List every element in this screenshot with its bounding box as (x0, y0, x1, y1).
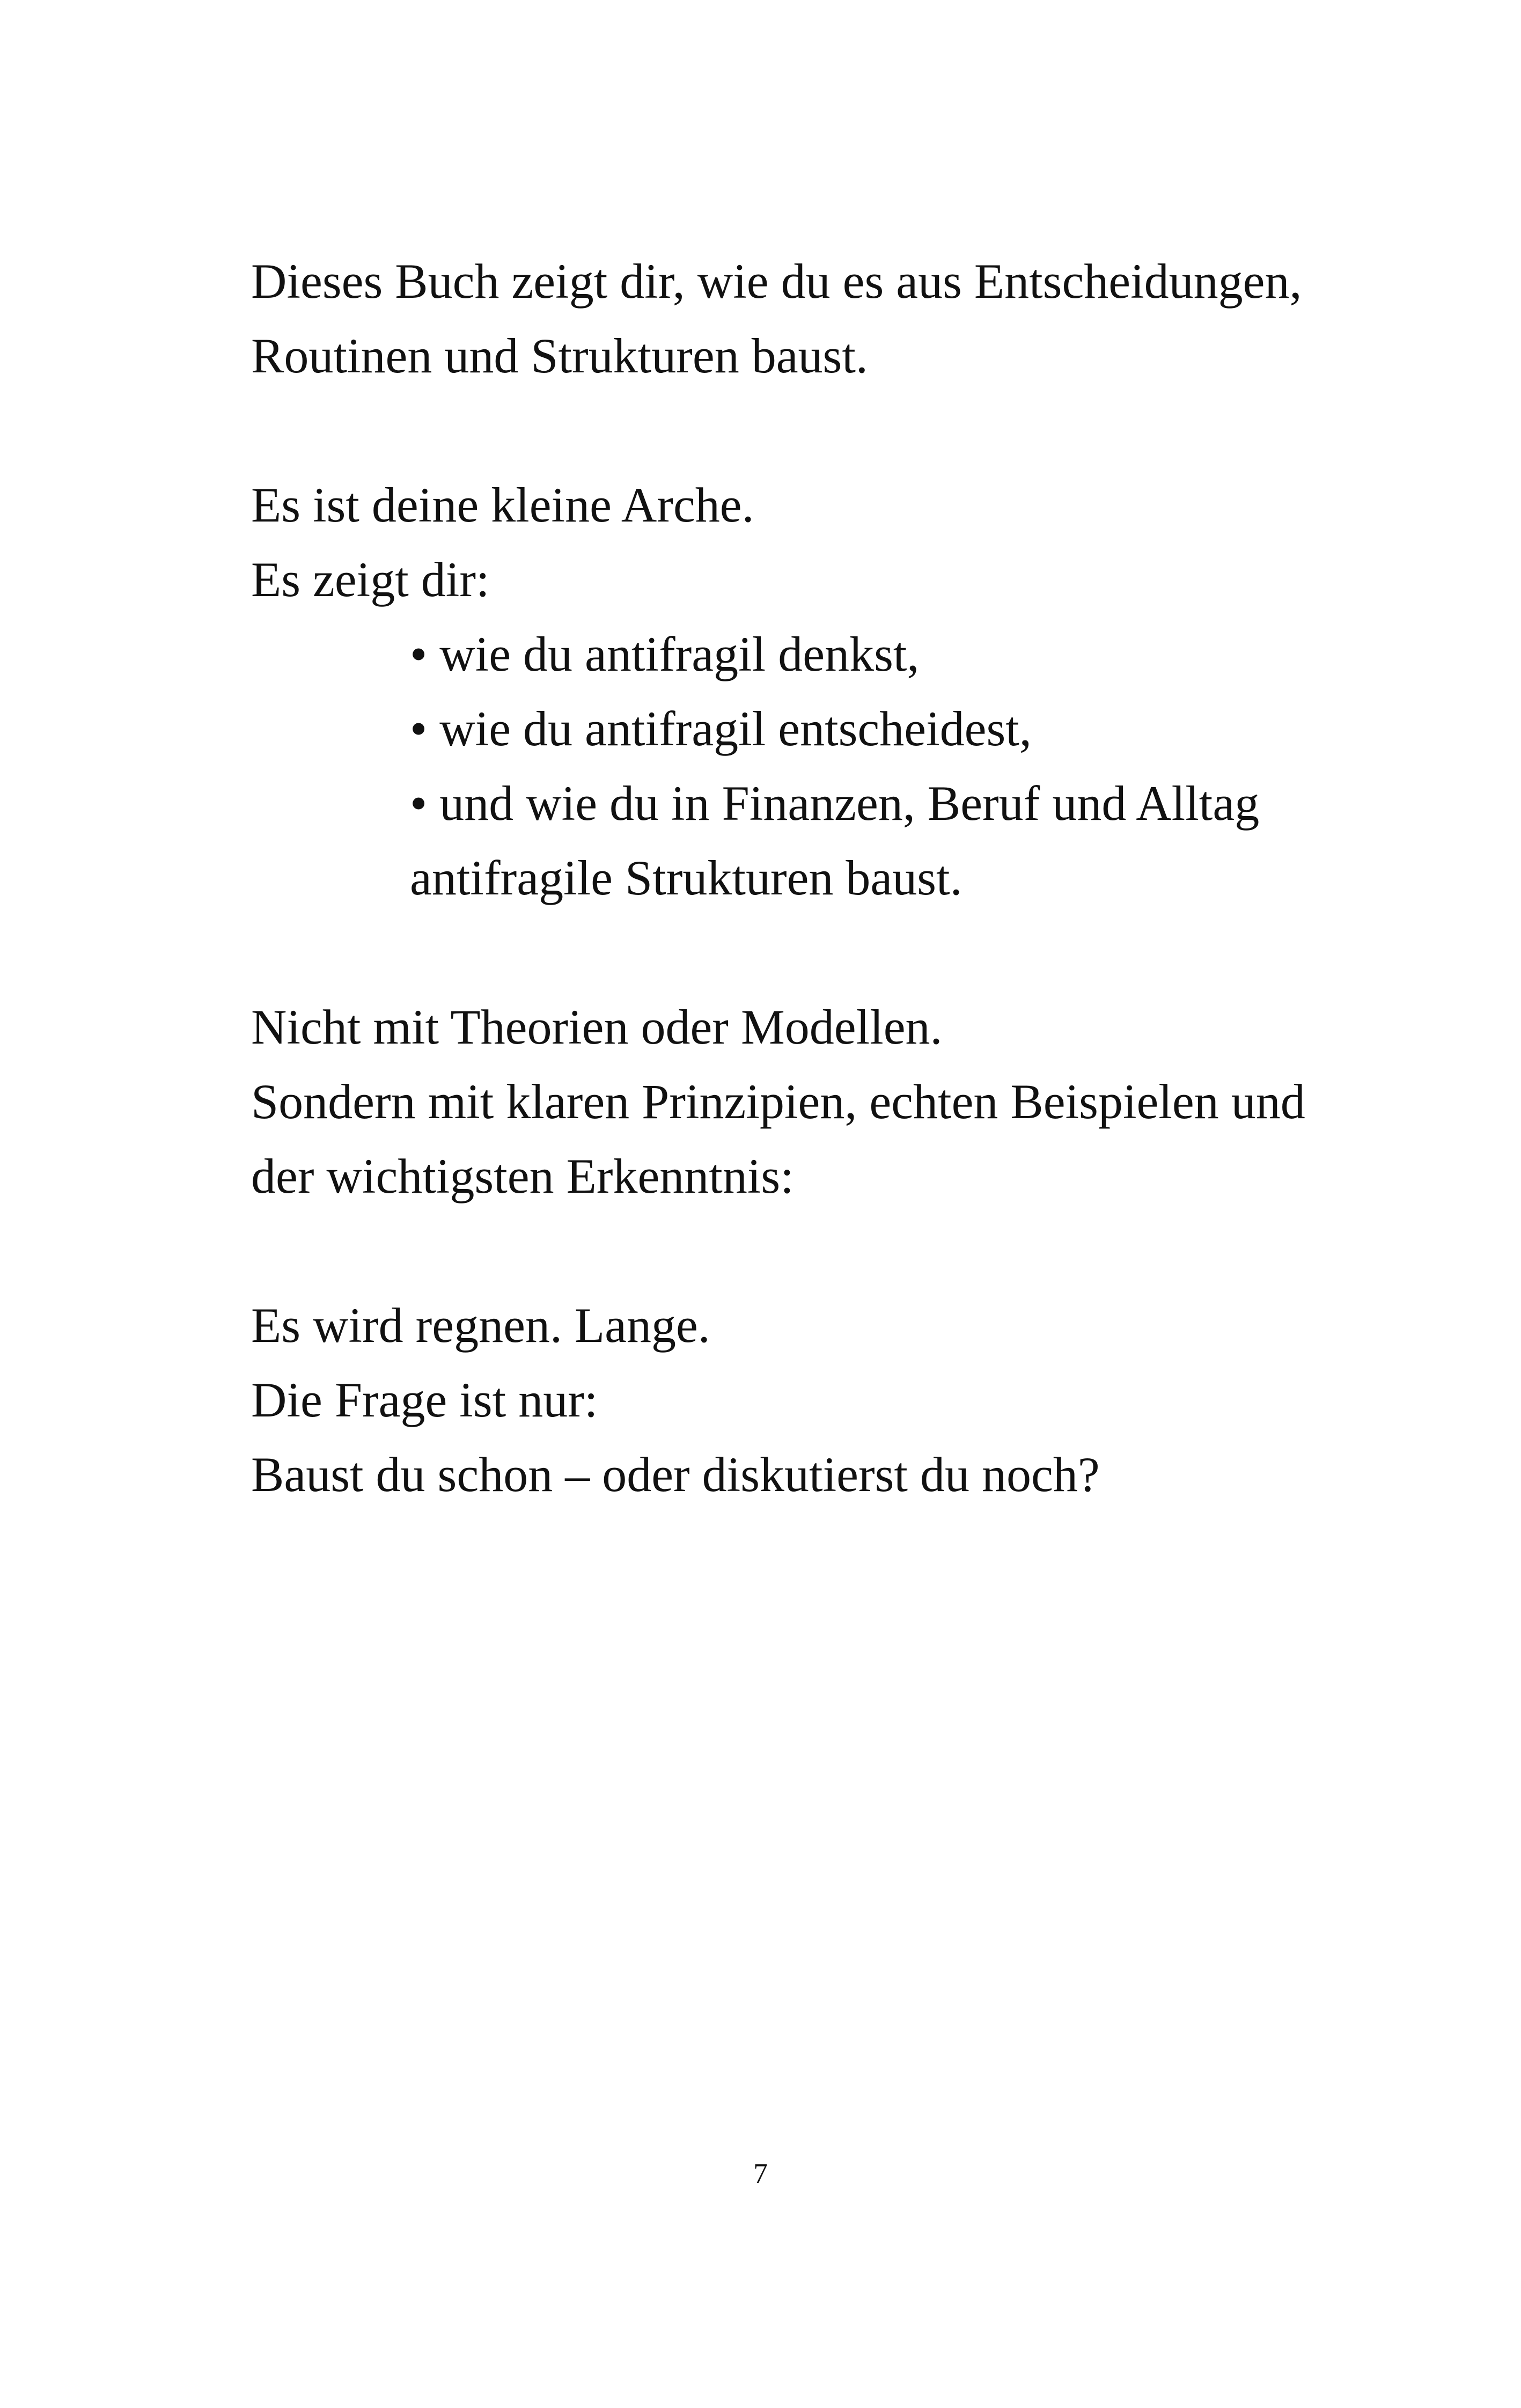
page-number: 7 (753, 2157, 768, 2190)
paragraph-closing (251, 1288, 1324, 1512)
bullet-text: und wie du in Finanzen, Beruf und Alltag (439, 776, 1260, 831)
text-line: Es wird regnen. Lange. (251, 1298, 710, 1353)
paragraph-intro (251, 244, 1324, 393)
bullet-item (410, 692, 1324, 766)
bullet-text-continuation: antifragile Strukturen baust. (410, 850, 962, 905)
text-line: der wichtigsten Erkenntnis: (251, 1149, 794, 1203)
body-text (251, 244, 1324, 1512)
text-line: Routinen und Strukturen baust. (251, 328, 868, 383)
bullet-icon: • (410, 776, 428, 831)
bullet-text: wie du antifragil entscheidest, (439, 701, 1032, 756)
bullet-item (410, 766, 1324, 915)
bullet-item (410, 617, 1324, 692)
text-line: Baust du schon – oder diskutierst du noch? (251, 1447, 1100, 1502)
text-line: Nicht mit Theorien oder Modellen. (251, 1000, 943, 1054)
paragraph-gap (251, 1214, 1324, 1288)
paragraph-gap (251, 915, 1324, 990)
text-line: Es zeigt dir: (251, 552, 490, 607)
bullet-icon: • (410, 627, 428, 681)
bullet-icon: • (410, 701, 428, 756)
text-line: Es ist deine kleine Arche. (251, 478, 754, 532)
bullet-list (251, 617, 1324, 915)
text-line: Die Frage ist nur: (251, 1372, 598, 1427)
text-line: Dieses Buch zeigt dir, wie du es aus Entscheidungen, (251, 254, 1302, 309)
bullet-text: wie du antifragil denkst, (439, 627, 920, 681)
paragraph-principles (251, 990, 1324, 1214)
paragraph-arche (251, 468, 1324, 617)
text-line: Sondern mit klaren Prinzipien, echten Beispielen und (251, 1074, 1305, 1129)
paragraph-gap (251, 393, 1324, 468)
